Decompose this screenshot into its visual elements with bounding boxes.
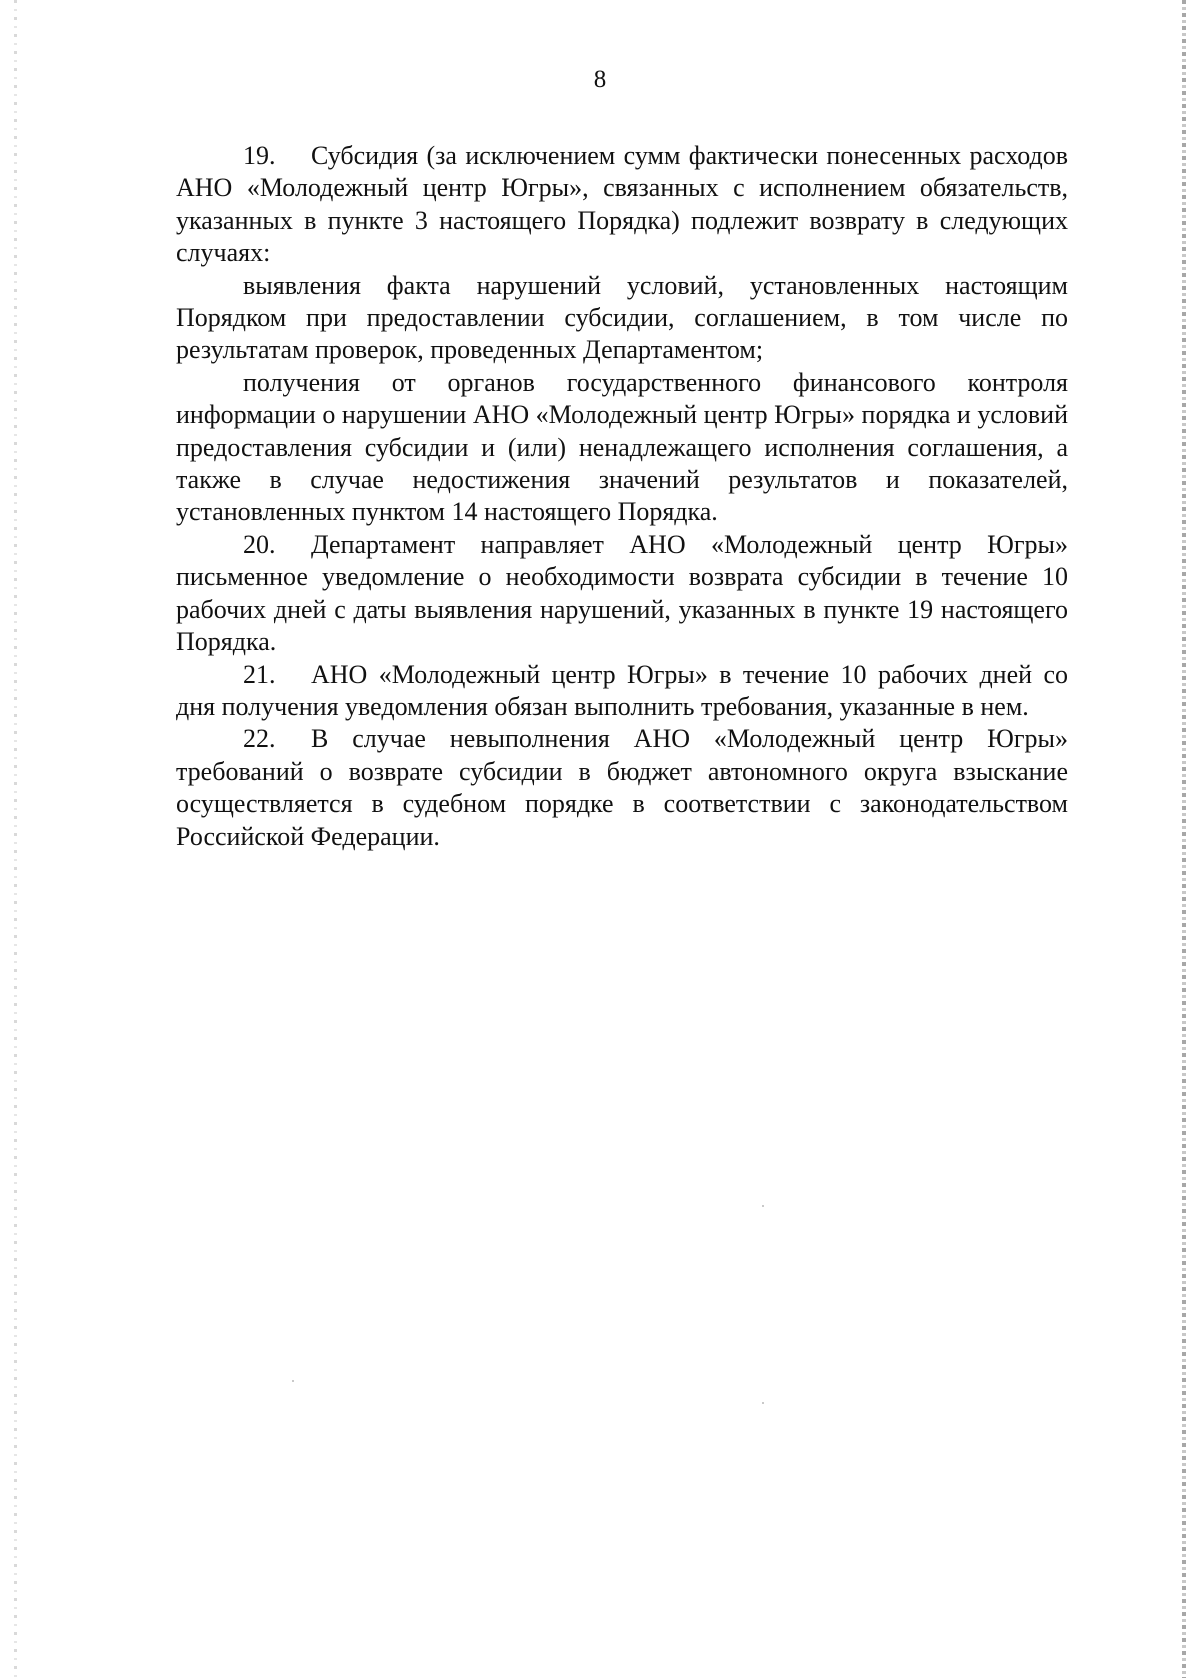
paragraph-19-case-1 [176, 270, 1068, 367]
scan-speck [292, 1380, 294, 1382]
paragraph-text: Субсидия (за исключением сумм фактически понесенных расходов АНО «Молодежный центр Югры», связанных с исполнением обязательств, указанных в пункте 3 настоящего Порядка) подлежит возврату в следующих случаях: [176, 141, 1068, 268]
paragraph-text: получения от органов государственного финансового контроля информации о нарушении АНО «Молодежный центр Югры» порядка и условий предоставления субсидии и (или) ненадлежащего исполнения соглашения, а также в случае недостижения значений результатов и показателей, установленных пунктом 14 настоящего Порядка. [176, 367, 1068, 527]
document-body [176, 140, 1068, 853]
clause-number: 20. [243, 529, 276, 559]
paragraph-text: В случае невыполнения АНО «Молодежный центр Югры» требований о возврате субсидии в бюджет автономного округа взыскание осуществляется в судебном порядке в соответствии с законодательством Российской Федерации. [176, 724, 1068, 851]
scan-speck [762, 1205, 764, 1207]
paragraph-19 [176, 140, 1068, 270]
clause-number: 21. [243, 659, 276, 689]
paragraph-19-case-2 [176, 367, 1068, 529]
paragraph-20 [176, 529, 1068, 659]
page-number: 8 [593, 66, 607, 93]
paragraph-text: выявления факта нарушений условий, установленных настоящим Порядком при предоставлении субсидии, соглашением, в том числе по результатам проверок, проведенных Департаментом; [176, 270, 1068, 365]
scan-speck [762, 1402, 764, 1404]
paragraph-21 [176, 659, 1068, 724]
paragraph-text: Департамент направляет АНО «Молодежный центр Югры» письменное уведомление о необходимости возврата субсидии в течение 10 рабочих дней с даты выявления нарушений, указанных в пункте 19 настоящего Порядка. [176, 529, 1068, 657]
scan-edge-left [14, 0, 17, 1678]
clause-number: 22. [243, 724, 276, 754]
paragraph-22 [176, 723, 1068, 853]
paragraph-text: АНО «Молодежный центр Югры» в течение 10 рабочих дней со дня получения уведомления обязан выполнить требования, указанные в нем. [176, 659, 1068, 721]
clause-number: 19. [243, 141, 276, 170]
scan-edge-right [1182, 0, 1186, 1678]
